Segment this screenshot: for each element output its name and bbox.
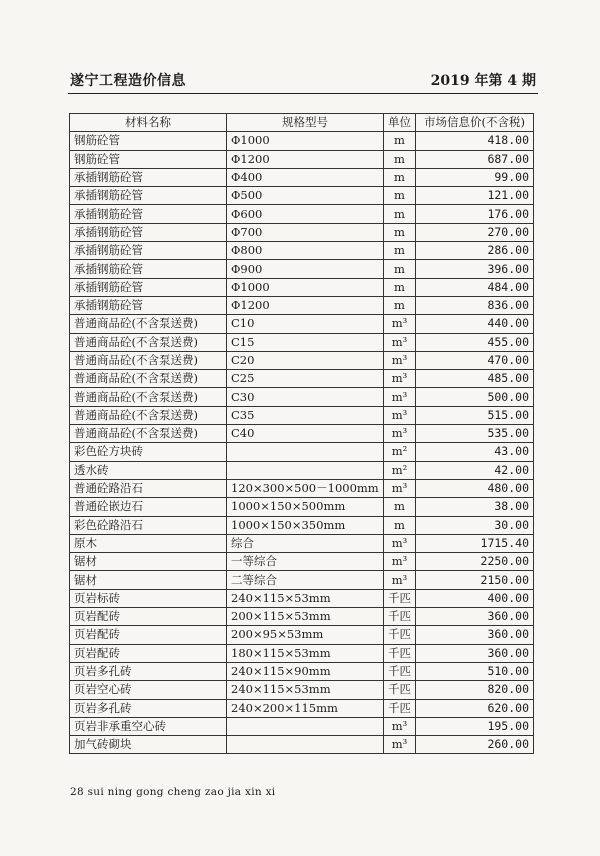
price-cell: 2150.00 (416, 571, 534, 589)
material-name-cell: 普通商品砼(不含泵送费) (70, 351, 227, 369)
spec-cell: 综合 (227, 534, 384, 552)
spec-cell: 200×115×53mm (227, 608, 384, 626)
unit-cell: m³ (384, 571, 416, 589)
spec-cell: C15 (227, 333, 384, 351)
unit-cell: m³ (384, 370, 416, 388)
table-row (70, 717, 534, 735)
unit-cell: m (384, 296, 416, 314)
col-header-price: 市场信息价(不含税) (416, 114, 534, 132)
spec-cell: 240×200×115mm (227, 699, 384, 717)
table-row (70, 425, 534, 443)
material-name-cell: 页岩多孔砖 (70, 699, 227, 717)
price-cell: 360.00 (416, 626, 534, 644)
material-name-cell: 普通商品砼(不含泵送费) (70, 425, 227, 443)
spec-cell (227, 736, 384, 754)
material-name-cell: 普通砼路沿石 (70, 479, 227, 497)
table-row (70, 296, 534, 314)
unit-cell: m (384, 278, 416, 296)
spec-cell (227, 461, 384, 479)
material-name-cell: 承插钢筋砼管 (70, 187, 227, 205)
price-cell: 121.00 (416, 187, 534, 205)
material-name-cell: 普通砼嵌边石 (70, 498, 227, 516)
header-row (70, 114, 534, 132)
spec-cell: C40 (227, 425, 384, 443)
price-cell: 286.00 (416, 242, 534, 260)
table-row (70, 205, 534, 223)
table-row (70, 132, 534, 150)
spec-cell: Φ1200 (227, 150, 384, 168)
price-cell: 620.00 (416, 699, 534, 717)
spec-cell: 240×115×53mm (227, 681, 384, 699)
material-name-cell: 承插钢筋砼管 (70, 278, 227, 296)
price-cell: 440.00 (416, 315, 534, 333)
unit-cell: m³ (384, 534, 416, 552)
unit-cell: m (384, 223, 416, 241)
table-row (70, 388, 534, 406)
table-row (70, 516, 534, 534)
unit-cell: 千匹 (384, 699, 416, 717)
spec-cell (227, 443, 384, 461)
material-name-cell: 承插钢筋砼管 (70, 205, 227, 223)
material-name-cell: 普通商品砼(不含泵送费) (70, 370, 227, 388)
price-cell: 418.00 (416, 132, 534, 150)
spec-cell: 200×95×53mm (227, 626, 384, 644)
price-cell: 500.00 (416, 388, 534, 406)
unit-cell: m³ (384, 351, 416, 369)
material-name-cell: 钢筋砼管 (70, 150, 227, 168)
price-table (69, 113, 534, 754)
header-rule (68, 93, 538, 94)
unit-cell: m (384, 242, 416, 260)
spec-cell: 一等综合 (227, 553, 384, 571)
price-table-header (70, 114, 534, 132)
table-row (70, 351, 534, 369)
unit-cell: m (384, 260, 416, 278)
page-header (70, 70, 536, 90)
material-name-cell: 页岩多孔砖 (70, 662, 227, 680)
unit-cell: m² (384, 461, 416, 479)
spec-cell: 1000×150×350mm (227, 516, 384, 534)
price-table-body (70, 132, 534, 754)
material-name-cell: 页岩空心砖 (70, 681, 227, 699)
unit-cell: 千匹 (384, 608, 416, 626)
spec-cell: Φ600 (227, 205, 384, 223)
unit-cell: m³ (384, 315, 416, 333)
price-cell: 470.00 (416, 351, 534, 369)
price-cell: 485.00 (416, 370, 534, 388)
material-name-cell: 彩色砼路沿石 (70, 516, 227, 534)
unit-cell: m (384, 187, 416, 205)
price-cell: 484.00 (416, 278, 534, 296)
spec-cell: Φ1000 (227, 278, 384, 296)
spec-cell: C10 (227, 315, 384, 333)
unit-cell: m³ (384, 717, 416, 735)
unit-cell: m³ (384, 388, 416, 406)
price-cell: 687.00 (416, 150, 534, 168)
material-name-cell: 原木 (70, 534, 227, 552)
price-cell: 360.00 (416, 608, 534, 626)
material-name-cell: 页岩配砖 (70, 644, 227, 662)
price-cell: 99.00 (416, 168, 534, 186)
table-row (70, 187, 534, 205)
table-row (70, 699, 534, 717)
unit-cell: m (384, 168, 416, 186)
price-cell: 360.00 (416, 644, 534, 662)
price-cell: 260.00 (416, 736, 534, 754)
spec-cell: Φ500 (227, 187, 384, 205)
unit-cell: m (384, 205, 416, 223)
price-cell: 270.00 (416, 223, 534, 241)
spec-cell: C25 (227, 370, 384, 388)
material-name-cell: 普通商品砼(不含泵送费) (70, 406, 227, 424)
publication-title: 遂宁工程造价信息 (70, 73, 186, 89)
unit-cell: m (384, 498, 416, 516)
table-row (70, 168, 534, 186)
unit-cell: 千匹 (384, 626, 416, 644)
unit-cell: m (384, 150, 416, 168)
unit-cell: m (384, 132, 416, 150)
table-row (70, 553, 534, 571)
spec-cell: Φ400 (227, 168, 384, 186)
material-name-cell: 页岩配砖 (70, 608, 227, 626)
table-row (70, 736, 534, 754)
unit-cell: m³ (384, 479, 416, 497)
spec-cell: 120×300×500－1000mm (227, 479, 384, 497)
col-header-material: 材料名称 (70, 114, 227, 132)
price-cell: 42.00 (416, 461, 534, 479)
price-cell: 400.00 (416, 589, 534, 607)
spec-cell: 二等综合 (227, 571, 384, 589)
price-cell: 1715.40 (416, 534, 534, 552)
unit-cell: m³ (384, 406, 416, 424)
page-footer: 28 sui ning gong cheng zao jia xin xi (70, 786, 276, 798)
table-row (70, 498, 534, 516)
table-row (70, 644, 534, 662)
spec-cell: Φ700 (227, 223, 384, 241)
spec-cell: C30 (227, 388, 384, 406)
unit-cell: m² (384, 443, 416, 461)
price-cell: 820.00 (416, 681, 534, 699)
material-name-cell: 承插钢筋砼管 (70, 296, 227, 314)
material-name-cell: 彩色砼方块砖 (70, 443, 227, 461)
unit-cell: m (384, 516, 416, 534)
col-header-unit: 单位 (384, 114, 416, 132)
col-header-spec: 规格型号 (227, 114, 384, 132)
unit-cell: m³ (384, 553, 416, 571)
price-cell: 38.00 (416, 498, 534, 516)
price-cell: 195.00 (416, 717, 534, 735)
table-row (70, 260, 534, 278)
spec-cell (227, 717, 384, 735)
table-row (70, 333, 534, 351)
table-row (70, 534, 534, 552)
spec-cell: Φ800 (227, 242, 384, 260)
table-row (70, 681, 534, 699)
material-name-cell: 透水砖 (70, 461, 227, 479)
price-cell: 43.00 (416, 443, 534, 461)
price-cell: 455.00 (416, 333, 534, 351)
table-row (70, 242, 534, 260)
unit-cell: 千匹 (384, 681, 416, 699)
spec-cell: Φ900 (227, 260, 384, 278)
table-row (70, 461, 534, 479)
table-row (70, 278, 534, 296)
table-row (70, 370, 534, 388)
table-row (70, 479, 534, 497)
material-name-cell: 承插钢筋砼管 (70, 242, 227, 260)
material-name-cell: 页岩非承重空心砖 (70, 717, 227, 735)
unit-cell: 千匹 (384, 644, 416, 662)
price-cell: 535.00 (416, 425, 534, 443)
issue-label: 2019 年第 4 期 (430, 73, 536, 89)
spec-cell: 240×115×53mm (227, 589, 384, 607)
price-cell: 515.00 (416, 406, 534, 424)
material-name-cell: 加气砖砌块 (70, 736, 227, 754)
unit-cell: m³ (384, 736, 416, 754)
material-name-cell: 承插钢筋砼管 (70, 168, 227, 186)
price-cell: 2250.00 (416, 553, 534, 571)
price-cell: 480.00 (416, 479, 534, 497)
table-row (70, 608, 534, 626)
price-cell: 30.00 (416, 516, 534, 534)
price-cell: 836.00 (416, 296, 534, 314)
table-row (70, 662, 534, 680)
material-name-cell: 普通商品砼(不含泵送费) (70, 388, 227, 406)
material-name-cell: 页岩配砖 (70, 626, 227, 644)
spec-cell: 240×115×90mm (227, 662, 384, 680)
spec-cell: 180×115×53mm (227, 644, 384, 662)
material-name-cell: 承插钢筋砼管 (70, 223, 227, 241)
table-row (70, 589, 534, 607)
material-name-cell: 锯材 (70, 571, 227, 589)
material-name-cell: 承插钢筋砼管 (70, 260, 227, 278)
material-name-cell: 页岩标砖 (70, 589, 227, 607)
table-row (70, 315, 534, 333)
material-name-cell: 锯材 (70, 553, 227, 571)
spec-cell: 1000×150×500mm (227, 498, 384, 516)
table-row (70, 150, 534, 168)
material-name-cell: 普通商品砼(不含泵送费) (70, 333, 227, 351)
spec-cell: C35 (227, 406, 384, 424)
price-cell: 176.00 (416, 205, 534, 223)
unit-cell: m³ (384, 333, 416, 351)
price-cell: 510.00 (416, 662, 534, 680)
table-row (70, 443, 534, 461)
spec-cell: C20 (227, 351, 384, 369)
unit-cell: 千匹 (384, 662, 416, 680)
price-cell: 396.00 (416, 260, 534, 278)
unit-cell: m³ (384, 425, 416, 443)
material-name-cell: 普通商品砼(不含泵送费) (70, 315, 227, 333)
table-row (70, 406, 534, 424)
table-row (70, 626, 534, 644)
unit-cell: 千匹 (384, 589, 416, 607)
table-row (70, 223, 534, 241)
material-name-cell: 钢筋砼管 (70, 132, 227, 150)
spec-cell: Φ1200 (227, 296, 384, 314)
table-row (70, 571, 534, 589)
spec-cell: Φ1000 (227, 132, 384, 150)
